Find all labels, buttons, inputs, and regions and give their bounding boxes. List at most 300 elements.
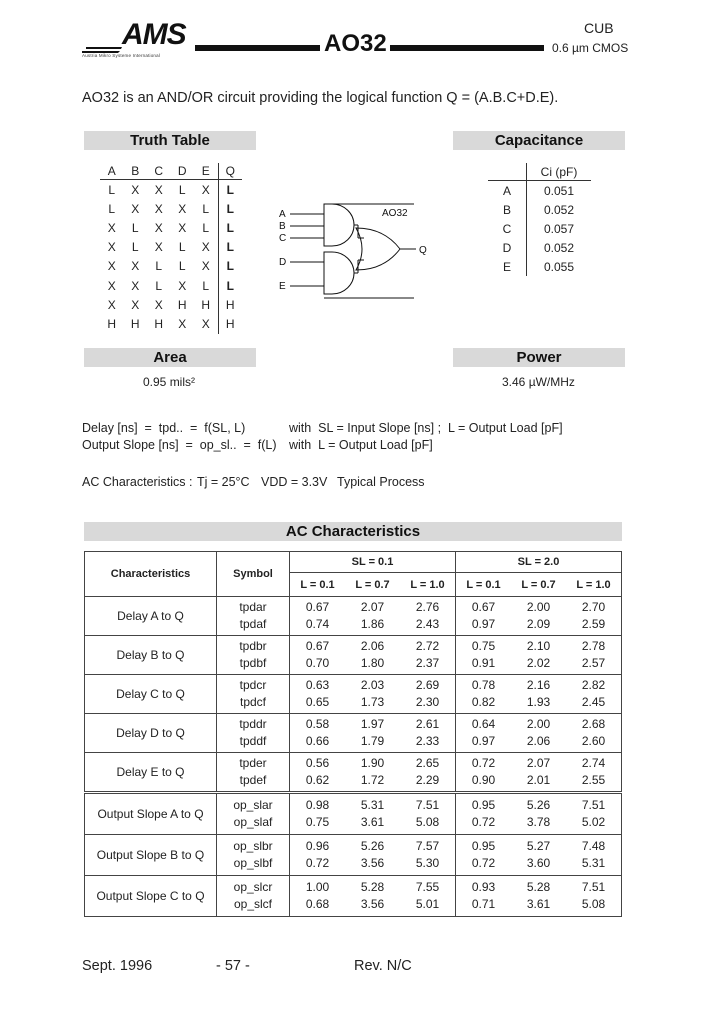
ac-value-fall: 3.60: [526, 856, 551, 870]
ac-value-fall: 3.56: [360, 897, 385, 911]
ac-value-cell: [290, 675, 346, 714]
truth-output: H: [218, 295, 242, 314]
ac-value-cell: [566, 793, 622, 835]
ac-value-cell: [511, 675, 566, 714]
ac-value-rise: 0.67: [305, 600, 330, 614]
ac-value-cell: [456, 753, 512, 793]
ac-value-fall: 0.71: [471, 897, 496, 911]
ac-value-rise: 7.48: [581, 839, 606, 853]
ac-value-fall: 1.72: [360, 773, 385, 787]
ac-value-fall: 5.08: [415, 815, 440, 829]
capacitance-pin: A: [488, 181, 527, 201]
ac-value-fall: 2.02: [526, 656, 551, 670]
ac-value-fall: 3.56: [360, 856, 385, 870]
ac-value-rise: 0.67: [305, 639, 330, 653]
truth-row: [100, 314, 242, 333]
ac-value-rise: 0.96: [305, 839, 330, 853]
library-name: CUB: [584, 20, 614, 36]
ac-symbol-fall: tpdcf: [239, 695, 266, 709]
ac-symbol-rise: op_slcr: [233, 880, 273, 894]
ac-value-cell: [290, 835, 346, 876]
ac-value-rise: 0.63: [305, 678, 330, 692]
ac-symbol-cell: [217, 753, 290, 793]
ac-value-fall: 0.90: [471, 773, 496, 787]
ac-value-rise: 7.51: [415, 798, 440, 812]
ac-characteristic-name: Delay B to Q: [85, 636, 217, 675]
footer-page-number: - 57 -: [216, 958, 250, 974]
truth-cell: H: [154, 316, 164, 331]
truth-cell: L: [155, 259, 163, 274]
ac-value-rise: 0.72: [471, 756, 496, 770]
truth-header-d: D: [171, 163, 195, 180]
ac-value-fall: 2.45: [581, 695, 606, 709]
truth-output: H: [218, 314, 242, 333]
truth-cell: X: [201, 240, 210, 255]
capacitance-title: Capacitance: [453, 131, 625, 150]
ac-value-rise: 2.68: [581, 717, 606, 731]
truth-header-q: Q: [218, 163, 242, 180]
conditions-process: Typical Process: [337, 475, 425, 489]
ac-value-fall: 5.08: [581, 897, 606, 911]
ac-characteristics-table: [84, 551, 622, 917]
truth-row: [100, 276, 242, 295]
ac-symbol-fall: op_slaf: [233, 815, 273, 829]
truth-cell: X: [107, 259, 116, 274]
ac-value-cell: [290, 714, 346, 753]
truth-cell: H: [177, 297, 187, 312]
truth-cell: X: [178, 201, 187, 216]
ac-header-load: L = 1.0: [566, 573, 622, 597]
ac-symbol-fall: tpdef: [239, 773, 267, 787]
truth-output: L: [218, 257, 242, 276]
ac-value-fall: 0.91: [471, 656, 496, 670]
ac-symbol-rise: op_slbr: [233, 839, 273, 853]
schematic-input-a: A: [279, 209, 286, 220]
ac-value-rise: 2.78: [581, 639, 606, 653]
truth-header-c: C: [147, 163, 171, 180]
ac-table-row: [85, 636, 622, 675]
ac-symbol-fall: op_slbf: [233, 856, 273, 870]
truth-cell: X: [131, 259, 140, 274]
capacitance-value: 0.057: [543, 221, 575, 236]
ac-value-cell: [566, 636, 622, 675]
ac-value-cell: [400, 835, 456, 876]
ao32-schematic: [276, 198, 436, 302]
ac-value-rise: 0.75: [471, 639, 496, 653]
ac-table-row: [85, 675, 622, 714]
ac-value-fall: 2.01: [526, 773, 551, 787]
ac-table-body: [85, 597, 622, 917]
ac-symbol-fall: tpddf: [239, 734, 267, 748]
ac-symbol-cell: [217, 876, 290, 917]
ac-value-rise: 0.93: [471, 880, 496, 894]
ac-symbol-rise: tpdbr: [239, 639, 267, 653]
capacitance-pin: B: [488, 200, 527, 219]
ac-value-cell: [290, 793, 346, 835]
ac-value-rise: 7.51: [581, 798, 606, 812]
area-value: 0.95 mils²: [143, 375, 196, 389]
ac-characteristic-name: Output Slope B to Q: [85, 835, 217, 876]
truth-cell: L: [202, 220, 210, 235]
ac-value-rise: 0.95: [471, 839, 496, 853]
truth-table-title: Truth Table: [84, 131, 256, 150]
ac-characteristic-name: Output Slope C to Q: [85, 876, 217, 917]
ac-value-rise: 1.00: [305, 880, 330, 894]
ac-symbol-rise: tpdcr: [239, 678, 267, 692]
capacitance-row: [488, 257, 591, 276]
ac-value-rise: 7.55: [415, 880, 440, 894]
ac-value-cell: [566, 597, 622, 636]
ac-value-fall: 0.72: [471, 815, 496, 829]
logo-tagline: Austria Mikro Systeme International: [82, 53, 161, 58]
ac-value-cell: [511, 793, 566, 835]
capacitance-value: 0.052: [543, 202, 575, 217]
truth-cell: X: [107, 240, 116, 255]
ac-value-fall: 1.80: [360, 656, 385, 670]
ac-value-rise: 5.27: [526, 839, 551, 853]
ac-value-rise: 2.65: [415, 756, 440, 770]
ac-table-row: [85, 597, 622, 636]
ac-value-cell: [345, 675, 400, 714]
truth-header-e: E: [194, 163, 218, 180]
ac-value-fall: 2.37: [415, 656, 440, 670]
truth-cell: H: [201, 297, 211, 312]
ac-value-rise: 5.26: [526, 798, 551, 812]
footer-revision: Rev. N/C: [354, 958, 412, 974]
truth-table: [100, 163, 242, 334]
ac-value-fall: 0.97: [471, 734, 496, 748]
truth-cell: X: [201, 182, 210, 197]
truth-cell: X: [154, 297, 163, 312]
ac-value-cell: [290, 876, 346, 917]
truth-cell: L: [178, 182, 186, 197]
ac-value-cell: [511, 636, 566, 675]
ac-value-rise: 5.28: [360, 880, 385, 894]
ac-value-fall: 0.66: [305, 734, 330, 748]
ac-value-fall: 2.29: [415, 773, 440, 787]
ac-table-title: AC Characteristics: [84, 522, 622, 541]
truth-cell: L: [155, 278, 163, 293]
ac-header-symbol: Symbol: [217, 552, 290, 597]
header-rule-left: [195, 45, 320, 51]
truth-cell: X: [107, 278, 116, 293]
truth-output: L: [218, 180, 242, 200]
truth-cell: X: [201, 259, 210, 274]
ac-value-rise: 2.70: [581, 600, 606, 614]
area-title: Area: [84, 348, 256, 367]
ac-value-rise: 0.78: [471, 678, 496, 692]
schematic-input-c: C: [279, 233, 287, 244]
ac-header-sl-high: SL = 2.0: [456, 552, 622, 573]
ac-value-fall: 0.68: [305, 897, 330, 911]
capacitance-row: [488, 181, 591, 201]
ac-value-cell: [290, 597, 346, 636]
ac-value-cell: [400, 675, 456, 714]
ac-value-fall: 0.74: [305, 617, 330, 631]
ac-value-cell: [456, 835, 512, 876]
ac-value-rise: 5.26: [360, 839, 385, 853]
ac-value-cell: [566, 835, 622, 876]
ac-value-fall: 3.61: [526, 897, 551, 911]
capacitance-pin: E: [488, 257, 527, 276]
ac-value-cell: [511, 835, 566, 876]
ac-value-rise: 2.82: [581, 678, 606, 692]
ac-header-load: L = 0.7: [345, 573, 400, 597]
ac-value-rise: 2.16: [526, 678, 551, 692]
ac-value-rise: 2.72: [415, 639, 440, 653]
truth-cell: X: [131, 278, 140, 293]
power-value: 3.46 µW/MHz: [502, 375, 575, 389]
capacitance-value-header: Ci (pF): [527, 163, 592, 181]
ac-symbol-rise: tpdar: [239, 600, 267, 614]
power-title: Power: [453, 348, 625, 367]
ac-symbol-cell: [217, 675, 290, 714]
ac-value-fall: 0.82: [471, 695, 496, 709]
ac-value-fall: 5.31: [581, 856, 606, 870]
capacitance-row: [488, 238, 591, 257]
ac-value-rise: 0.67: [471, 600, 496, 614]
ac-value-cell: [400, 636, 456, 675]
ac-characteristic-name: Delay D to Q: [85, 714, 217, 753]
ac-value-cell: [566, 876, 622, 917]
ac-value-cell: [400, 793, 456, 835]
truth-header-a: A: [100, 163, 124, 180]
ac-value-fall: 0.72: [305, 856, 330, 870]
ac-table-row: [85, 793, 622, 835]
ac-value-fall: 1.79: [360, 734, 385, 748]
ac-value-cell: [345, 793, 400, 835]
ac-value-fall: 2.30: [415, 695, 440, 709]
ac-symbol-fall: tpdaf: [239, 617, 267, 631]
capacitance-table: [488, 163, 591, 276]
ac-value-fall: 2.55: [581, 773, 606, 787]
truth-output: L: [218, 238, 242, 257]
ac-value-rise: 0.95: [471, 798, 496, 812]
ac-value-fall: 1.86: [360, 617, 385, 631]
ac-header-row-1: [85, 552, 622, 573]
truth-cell: X: [178, 278, 187, 293]
ac-value-cell: [345, 835, 400, 876]
ac-value-fall: 2.06: [526, 734, 551, 748]
ac-value-fall: 5.02: [581, 815, 606, 829]
ac-value-cell: [400, 753, 456, 793]
truth-cell: X: [107, 220, 116, 235]
ac-value-fall: 2.60: [581, 734, 606, 748]
ac-value-fall: 0.75: [305, 815, 330, 829]
ac-value-cell: [345, 714, 400, 753]
ac-value-fall: 0.62: [305, 773, 330, 787]
ac-value-rise: 2.07: [526, 756, 551, 770]
truth-cell: H: [130, 316, 140, 331]
ac-value-cell: [456, 714, 512, 753]
truth-cell: L: [202, 278, 210, 293]
truth-cell: L: [178, 259, 186, 274]
truth-table-header: [100, 163, 242, 180]
ac-symbol-cell: [217, 793, 290, 835]
ac-value-cell: [456, 675, 512, 714]
ac-value-cell: [566, 714, 622, 753]
ac-value-rise: 7.51: [581, 880, 606, 894]
ac-value-cell: [290, 753, 346, 793]
ac-value-fall: 5.01: [415, 897, 440, 911]
ac-value-rise: 2.74: [581, 756, 606, 770]
ac-value-fall: 3.78: [526, 815, 551, 829]
ac-value-cell: [290, 636, 346, 675]
truth-row: [100, 295, 242, 314]
ac-value-rise: 0.56: [305, 756, 330, 770]
ac-symbol-cell: [217, 636, 290, 675]
ac-value-cell: [456, 793, 512, 835]
ac-symbol-rise: tpder: [239, 756, 267, 770]
ac-symbol-cell: [217, 714, 290, 753]
delay-formula-note: with SL = Input Slope [ns] ; L = Output Load [pF]: [289, 421, 563, 435]
truth-row: [100, 238, 242, 257]
truth-cell: L: [108, 182, 116, 197]
part-title: AO32: [324, 30, 387, 57]
truth-cell: X: [178, 220, 187, 235]
ac-value-cell: [511, 753, 566, 793]
slope-formula: Output Slope [ns] = op_sl.. = f(L): [82, 438, 277, 452]
truth-cell: L: [131, 240, 139, 255]
ac-value-cell: [345, 597, 400, 636]
conditions-label: AC Characteristics :: [82, 475, 193, 489]
truth-cell: X: [154, 201, 163, 216]
schematic-input-e: E: [279, 281, 286, 292]
ac-header-load: L = 0.1: [456, 573, 512, 597]
ac-value-cell: [345, 753, 400, 793]
ac-value-fall: 2.09: [526, 617, 551, 631]
truth-row: [100, 180, 242, 200]
truth-output: L: [218, 218, 242, 237]
capacitance-header: [488, 163, 591, 181]
schematic-input-b: B: [279, 221, 286, 232]
ac-value-fall: 0.97: [471, 617, 496, 631]
ac-value-cell: [456, 876, 512, 917]
ac-value-cell: [511, 597, 566, 636]
ac-value-fall: 2.43: [415, 617, 440, 631]
truth-cell: H: [107, 316, 117, 331]
ac-value-fall: 0.65: [305, 695, 330, 709]
truth-cell: L: [131, 220, 139, 235]
ac-symbol-cell: [217, 835, 290, 876]
truth-cell: X: [154, 220, 163, 235]
ac-value-cell: [566, 675, 622, 714]
footer-date: Sept. 1996: [82, 958, 153, 974]
truth-row: [100, 218, 242, 237]
capacitance-row: [488, 200, 591, 219]
capacitance-value: 0.051: [543, 183, 575, 198]
truth-cell: X: [107, 297, 116, 312]
capacitance-pin: D: [488, 238, 527, 257]
ac-value-fall: 1.73: [360, 695, 385, 709]
truth-row: [100, 199, 242, 218]
capacitance-pin-header: [488, 163, 527, 181]
ac-header-load: L = 1.0: [400, 573, 456, 597]
capacitance-value: 0.052: [543, 240, 575, 255]
ac-symbol-cell: [217, 597, 290, 636]
ac-value-fall: 2.59: [581, 617, 606, 631]
ac-characteristic-name: Delay E to Q: [85, 753, 217, 793]
ac-value-cell: [566, 753, 622, 793]
ac-header-characteristics: Characteristics: [85, 552, 217, 597]
ac-value-rise: 2.00: [526, 600, 551, 614]
ac-value-cell: [400, 714, 456, 753]
ac-table-row: [85, 753, 622, 793]
ac-value-rise: 2.76: [415, 600, 440, 614]
ac-value-rise: 2.00: [526, 717, 551, 731]
truth-cell: X: [154, 240, 163, 255]
ac-characteristic-name: Delay A to Q: [85, 597, 217, 636]
truth-cell: X: [131, 201, 140, 216]
ac-value-cell: [456, 597, 512, 636]
truth-output: L: [218, 199, 242, 218]
truth-cell: L: [178, 240, 186, 255]
ac-value-cell: [345, 876, 400, 917]
truth-output: L: [218, 276, 242, 295]
ac-value-rise: 2.10: [526, 639, 551, 653]
ac-value-fall: 0.72: [471, 856, 496, 870]
ac-value-fall: 2.33: [415, 734, 440, 748]
truth-row: [100, 257, 242, 276]
truth-cell: L: [202, 201, 210, 216]
logo-wordmark: AMS: [122, 18, 186, 51]
ac-value-rise: 7.57: [415, 839, 440, 853]
ac-value-cell: [511, 876, 566, 917]
conditions-vdd: VDD = 3.3V: [261, 475, 328, 489]
schematic-input-d: D: [279, 257, 287, 268]
ac-value-cell: [400, 876, 456, 917]
conditions-tj: Tj = 25°C: [197, 475, 250, 489]
ac-header-load: L = 0.7: [511, 573, 566, 597]
ac-table-row: [85, 835, 622, 876]
ac-value-cell: [345, 636, 400, 675]
slope-formula-note: with L = Output Load [pF]: [289, 438, 433, 452]
ac-value-rise: 0.64: [471, 717, 496, 731]
ac-value-fall: 1.93: [526, 695, 551, 709]
ac-table-row: [85, 714, 622, 753]
ac-value-rise: 2.61: [415, 717, 440, 731]
ac-value-cell: [456, 636, 512, 675]
ac-value-fall: 2.57: [581, 656, 606, 670]
ac-symbol-fall: op_slcf: [233, 897, 273, 911]
truth-cell: X: [154, 182, 163, 197]
ac-symbol-rise: tpddr: [239, 717, 267, 731]
header-rule-right: [390, 45, 544, 51]
capacitance-pin: C: [488, 219, 527, 238]
truth-cell: X: [131, 297, 140, 312]
ac-value-rise: 2.69: [415, 678, 440, 692]
ac-value-rise: 2.07: [360, 600, 385, 614]
truth-cell: X: [178, 316, 187, 331]
ac-header-load: L = 0.1: [290, 573, 346, 597]
ac-value-rise: 1.90: [360, 756, 385, 770]
delay-formula: Delay [ns] = tpd.. = f(SL, L): [82, 421, 246, 435]
ac-value-fall: 3.61: [360, 815, 385, 829]
ac-symbol-fall: tpdbf: [239, 656, 267, 670]
intro-text: AO32 is an AND/OR circuit providing the logical function Q = (A.B.C+D.E).: [82, 90, 559, 106]
ac-symbol-rise: op_slar: [233, 798, 273, 812]
schematic-label: AO32: [382, 208, 408, 219]
schematic-output-q: Q: [419, 245, 427, 256]
ac-value-rise: 0.98: [305, 798, 330, 812]
ac-value-fall: 0.70: [305, 656, 330, 670]
process-name: 0.6 µm CMOS: [552, 41, 629, 55]
capacitance-row: [488, 219, 591, 238]
ac-value-rise: 2.06: [360, 639, 385, 653]
ac-characteristic-name: Delay C to Q: [85, 675, 217, 714]
ac-header-sl-low: SL = 0.1: [290, 552, 456, 573]
ac-value-rise: 0.58: [305, 717, 330, 731]
